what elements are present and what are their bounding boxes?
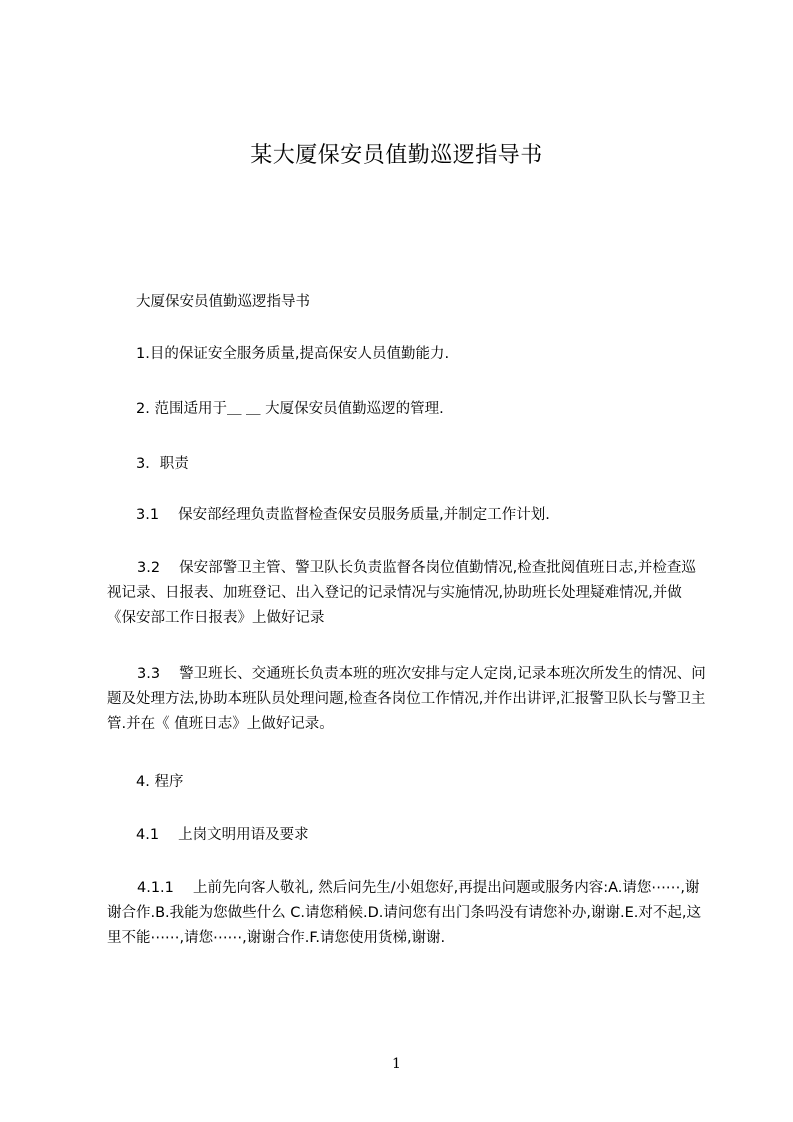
paragraph-subtitle: 大厦保安员值勤巡逻指导书 [136, 294, 310, 310]
paragraph-4-1: 4.1 上岗文明用语及要求 [136, 827, 309, 843]
paragraph-3-3: 3.3 警卫班长、交通班长负责本班的班次安排与定人定岗,记录本班次所发生的情况、问题及处理方法,协助本班队员处理问题,检查各岗位工作情况,并作出讲评,汇报警卫队长与警卫主管.并在《 值班日志》上做好记录。 [107, 666, 706, 732]
paragraph-4-1-1: 4.1.1 上前先向客人敬礼, 然后问先生/小姐您好,再提出问题或服务内容:A.请您⋯⋯,谢谢合作.B.我能为您做些什么 C.请您稍候.D.请问您有出门条吗没有请您补办,谢谢.E.对不起,这里不能⋯⋯,请您⋯⋯,谢谢合作.F.请您使用货梯,谢谢. [107, 880, 701, 946]
paragraph-procedure-heading: 4. 程序 [136, 774, 184, 790]
paragraph-3-1: 3.1 保安部经理负责监督检查保安员服务质量,并制定工作计划. [136, 507, 550, 523]
page-number: 1 [392, 1056, 401, 1072]
paragraph-scope: 2. 范围适用于＿ ＿ 大厦保安员值勤巡逻的管理. [136, 401, 444, 417]
paragraph-responsibilities-heading: 3．职责 [136, 456, 189, 472]
document-title: 某大厦保安员值勤巡逻指导书 [250, 143, 543, 168]
paragraph-3-2: 3.2 保安部警卫主管、警卫队长负责监督各岗位值勤情况,检查批阅值班日志,并检查巡视记录、日报表、加班登记、出入登记的记录情况与实施情况,协助班长处理疑难情况,并做《保安部工作日报表》上做好记录 [107, 560, 696, 626]
paragraph-purpose: 1.目的保证安全服务质量,提高保安人员值勤能力. [136, 346, 450, 362]
